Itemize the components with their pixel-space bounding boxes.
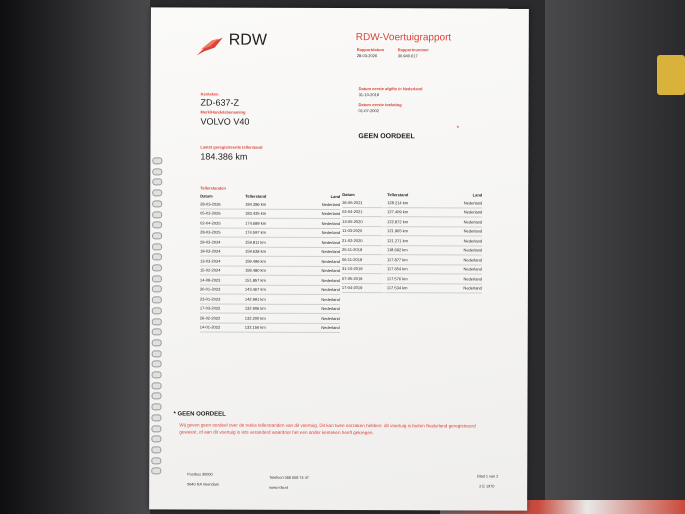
cell-country: Nederland (300, 228, 340, 238)
table-row (200, 266, 340, 276)
cell-odometer: 183.435 km (245, 209, 300, 219)
cell-date: 26-02-2022 (200, 313, 245, 323)
binder-hole (152, 350, 162, 357)
background-yellow-object (657, 55, 685, 95)
binder-hole (152, 382, 162, 389)
note-title: * GEEN OORDEEL (173, 411, 226, 418)
cell-country: Nederland (300, 209, 340, 219)
verdict: GEEN OORDEEL (358, 133, 415, 141)
cell-country: Nederland (442, 245, 482, 255)
cell-date: 19-03-2024 (200, 247, 245, 257)
cell-country: Nederland (300, 313, 340, 323)
table-row (200, 247, 340, 257)
cell-country: Nederland (300, 304, 340, 314)
cell-date: 28-03-2026 (200, 200, 245, 209)
plate-value: ZD-637-Z (200, 97, 240, 108)
table-row (342, 283, 482, 293)
cell-country: Nederland (300, 294, 340, 304)
table-row (342, 236, 482, 246)
cell-country: Nederland (442, 283, 482, 293)
table-row (200, 218, 340, 228)
plate-label: Kenteken (200, 91, 219, 97)
col-date: Datum (200, 193, 213, 199)
cell-odometer: 118.692 km (387, 245, 442, 255)
cell-country: Nederland (442, 207, 482, 217)
table-row (342, 226, 482, 236)
footer-code: 2 E 1970 (479, 484, 495, 489)
cell-country: Nederland (300, 266, 340, 276)
cell-odometer: 174.689 km (245, 218, 300, 228)
cell-date: 02-04-2021 (342, 207, 387, 217)
cell-country: Nederland (300, 256, 340, 266)
table-row (200, 237, 340, 247)
cell-date: 06-11-2019 (342, 255, 387, 265)
binder-hole (151, 425, 161, 432)
table-row (342, 255, 482, 265)
binder-hole (151, 436, 161, 443)
cell-odometer: 158.480 km (245, 266, 300, 276)
binder-hole (152, 296, 162, 303)
odometer-table-title: Tellerstanden (200, 185, 226, 191)
binder-hole (152, 157, 162, 164)
cell-odometer: 159.496 km (245, 256, 300, 266)
cell-odometer: 174.597 km (245, 228, 300, 238)
odometer-value: 184.386 km (200, 151, 248, 162)
cell-odometer: 151.857 km (245, 275, 300, 285)
cell-country: Nederland (300, 285, 340, 295)
table-row (342, 198, 482, 207)
cell-date: 11-03-2020 (342, 226, 387, 236)
binder-hole (151, 403, 161, 410)
table-row (200, 323, 340, 333)
binder-hole (152, 264, 162, 271)
cell-date: 02-04-2025 (200, 218, 245, 228)
rdw-logo-icon (195, 35, 225, 62)
binder-hole (152, 179, 162, 186)
table-row (200, 200, 340, 209)
report-number-label: Rapportnummer (397, 47, 429, 53)
cell-date: 13-03-2024 (200, 256, 245, 266)
cell-odometer: 117.877 km (387, 255, 442, 265)
verdict-mark: * (456, 125, 460, 133)
cell-date: 14-01-2022 (200, 323, 245, 333)
cell-date: 23-01-2023 (200, 294, 245, 304)
cell-date: 28-03-2025 (200, 228, 245, 238)
first-admission-value: 01-07-2002 (358, 108, 379, 114)
binder-hole (152, 222, 162, 229)
binder-hole (152, 361, 162, 368)
table-row (342, 217, 482, 227)
cell-country: Nederland (300, 323, 340, 333)
binder-hole (152, 371, 162, 378)
binder-hole (152, 211, 162, 218)
report-title: RDW-Voertuigrapport (355, 32, 452, 44)
make-label: Merk/Handelsbenaming (200, 109, 246, 115)
cell-odometer: 132.906 km (245, 304, 300, 314)
odometer-label: Laatst geregistreerde tellerstand (200, 144, 263, 150)
col-country: Land (330, 193, 341, 199)
footer-postbus: Postbus 30000 (187, 472, 213, 477)
report-date: 28-03-2026 (356, 53, 378, 59)
cell-odometer: 184.386 km (245, 200, 300, 209)
cell-country: Nederland (300, 275, 340, 285)
cell-country: Nederland (442, 217, 482, 227)
cell-country: Nederland (300, 218, 340, 228)
cell-odometer: 142.991 km (245, 294, 300, 304)
footer-web: www.rdw.nl (269, 485, 289, 490)
binder-hole (152, 393, 162, 400)
footer-page: Blad 1 van 2 (477, 474, 499, 479)
cell-odometer: 122.872 km (387, 217, 442, 227)
col-date: Datum (342, 191, 355, 197)
cell-date: 31-10-2019 (342, 264, 387, 274)
table-row (342, 274, 482, 284)
cell-date: 15-02-2024 (200, 266, 245, 276)
cell-country: Nederland (442, 198, 482, 207)
cell-date: 14-09-2023 (200, 275, 245, 285)
binder-hole (152, 243, 162, 250)
binder-hole (152, 329, 162, 336)
cell-date: 17-04-2019 (342, 283, 387, 293)
cell-date: 07-05-2019 (342, 274, 387, 284)
table-row (342, 264, 482, 274)
cell-date: 05-03-2026 (200, 209, 245, 219)
cell-odometer: 121.965 km (387, 226, 442, 236)
binder-hole (152, 318, 162, 325)
binder-hole (151, 468, 161, 475)
table-row (200, 256, 340, 266)
col-odometer: Tellerstand (245, 193, 267, 199)
first-admission-label: Datum eerste toelating (358, 102, 402, 108)
binder-hole (152, 200, 162, 207)
cell-odometer: 159.811 km (245, 237, 300, 247)
table-row (200, 313, 340, 323)
note-text: Wij geven geen oordeel over de reeks tellerstanden van dit voertuig. Dit kan twee oorzaken hebben: dit voertuig is buiten Nederland geregistreerd geweest, of aan dit voertuig is iets veranderd waardoor het een ander kenteken heeft gekregen. (179, 422, 476, 436)
odometer-table-right (342, 191, 482, 293)
background-left (0, 0, 150, 514)
cell-date: 13-05-2020 (342, 217, 387, 227)
binder-hole (152, 286, 162, 293)
cell-odometer: 128.214 km (387, 198, 442, 207)
cell-odometer: 117.576 km (387, 274, 442, 284)
cell-country: Nederland (442, 255, 482, 265)
cell-country: Nederland (442, 274, 482, 284)
binder-hole (151, 446, 161, 453)
cell-date: 30-01-2023 (200, 285, 245, 295)
table-row (200, 228, 340, 238)
binder-hole (152, 254, 162, 261)
report-date-label: Rapportdatum (356, 47, 385, 53)
table-row (200, 294, 340, 304)
cell-country: Nederland (300, 247, 340, 257)
binder-hole (152, 232, 162, 239)
table-row (200, 209, 340, 219)
cell-date: 21-02-2020 (342, 236, 387, 246)
table-row (342, 245, 482, 255)
cell-odometer: 143.467 km (245, 285, 300, 295)
table-row (200, 275, 340, 285)
cell-date: 29-03-2024 (200, 237, 245, 247)
cell-odometer: 159.638 km (245, 247, 300, 257)
col-country: Land (472, 191, 483, 197)
logo-text: RDW (228, 31, 268, 49)
binder-hole (152, 189, 162, 196)
table-row (200, 304, 340, 314)
cell-date: 26-05-2021 (342, 198, 387, 207)
cell-odometer: 117.534 km (387, 283, 442, 293)
make-value: VOLVO V40 (200, 116, 250, 127)
report-sheet (149, 7, 529, 510)
report-number: 30.940.617 (397, 53, 418, 59)
first-nl-label: Datum eerste afgifte in Nederland (358, 86, 423, 92)
binder-hole (151, 414, 161, 421)
cell-date: 25-11-2019 (342, 245, 387, 255)
cell-country: Nederland (442, 236, 482, 246)
col-odometer: Tellerstand (387, 191, 409, 197)
cell-odometer: 132.156 km (245, 323, 300, 333)
cell-odometer: 121.271 km (387, 236, 442, 246)
cell-country: Nederland (300, 200, 340, 209)
cell-country: Nederland (300, 237, 340, 247)
footer-phone: Telefoon 088 008 74 47 (269, 475, 309, 480)
cell-odometer: 117.654 km (387, 264, 442, 274)
footer-address: 9640 RA Veendam (187, 482, 219, 487)
binder-hole (152, 339, 162, 346)
binder-hole (152, 307, 162, 314)
binder-hole (152, 168, 162, 175)
cell-odometer: 132.200 km (245, 313, 300, 323)
binder-hole (152, 275, 162, 282)
first-nl-value: 31-10-2019 (358, 92, 380, 98)
binder-holes (151, 157, 161, 477)
cell-date: 17-03-2022 (200, 304, 245, 314)
table-row (342, 207, 482, 217)
cell-odometer: 127.409 km (387, 207, 442, 217)
table-row (200, 285, 340, 295)
odometer-table-left (200, 193, 340, 333)
cell-country: Nederland (442, 264, 482, 274)
binder-hole (151, 457, 161, 464)
cell-country: Nederland (442, 226, 482, 236)
